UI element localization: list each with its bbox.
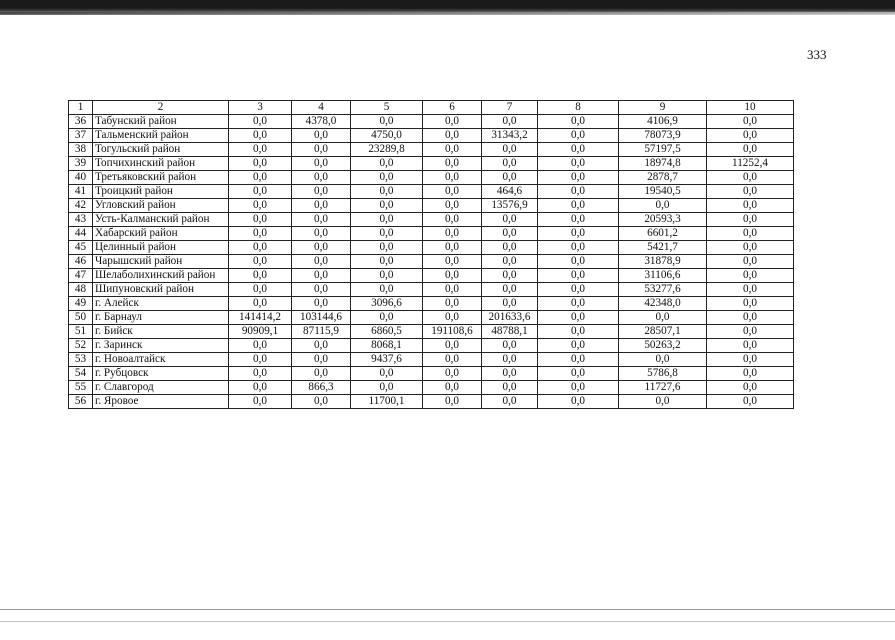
value-cell-col-9: 11727,6 [619, 381, 707, 395]
value-cell-col-9: 53277,6 [619, 283, 707, 297]
value-cell-col-8: 0,0 [538, 339, 619, 353]
value-cell-col-7: 0,0 [482, 157, 538, 171]
value-cell-col-10: 0,0 [707, 367, 794, 381]
value-cell-col-5: 0,0 [351, 157, 423, 171]
value-cell-col-8: 0,0 [538, 311, 619, 325]
value-cell-col-8: 0,0 [538, 353, 619, 367]
value-cell-col-8: 0,0 [538, 171, 619, 185]
value-cell-col-6: 0,0 [423, 185, 482, 199]
value-cell-col-5: 9437,6 [351, 353, 423, 367]
value-cell-col-10: 0,0 [707, 269, 794, 283]
table-row [69, 353, 794, 367]
value-cell-col-8: 0,0 [538, 199, 619, 213]
row-number-cell: 49 [69, 297, 93, 311]
value-cell-col-9: 4106,9 [619, 115, 707, 129]
value-cell-col-6: 0,0 [423, 213, 482, 227]
table-row [69, 325, 794, 339]
table-row [69, 129, 794, 143]
value-cell-col-10: 0,0 [707, 353, 794, 367]
value-cell-col-7: 0,0 [482, 269, 538, 283]
value-cell-col-3: 141414,2 [229, 311, 292, 325]
value-cell-col-7: 48788,1 [482, 325, 538, 339]
value-cell-col-7: 0,0 [482, 143, 538, 157]
row-number-cell: 41 [69, 185, 93, 199]
value-cell-col-7: 201633,6 [482, 311, 538, 325]
table-row [69, 171, 794, 185]
value-cell-col-8: 0,0 [538, 157, 619, 171]
value-cell-col-4: 0,0 [292, 367, 351, 381]
value-cell-col-4: 0,0 [292, 157, 351, 171]
row-number-cell: 39 [69, 157, 93, 171]
value-cell-col-5: 4750,0 [351, 129, 423, 143]
value-cell-col-4: 0,0 [292, 255, 351, 269]
table-row [69, 339, 794, 353]
column-header-3: 3 [229, 101, 292, 115]
district-name-cell: Троицкий район [93, 185, 229, 199]
value-cell-col-3: 0,0 [229, 283, 292, 297]
table-row [69, 199, 794, 213]
value-cell-col-3: 0,0 [229, 185, 292, 199]
value-cell-col-4: 0,0 [292, 395, 351, 409]
district-name-cell: Третьяковский район [93, 171, 229, 185]
value-cell-col-10: 0,0 [707, 171, 794, 185]
value-cell-col-9: 57197,5 [619, 143, 707, 157]
row-number-cell: 43 [69, 213, 93, 227]
value-cell-col-9: 20593,3 [619, 213, 707, 227]
value-cell-col-4: 103144,6 [292, 311, 351, 325]
value-cell-col-10: 0,0 [707, 227, 794, 241]
district-name-cell: Шелаболихинский район [93, 269, 229, 283]
row-number-cell: 56 [69, 395, 93, 409]
value-cell-col-5: 0,0 [351, 227, 423, 241]
value-cell-col-10: 0,0 [707, 339, 794, 353]
column-header-5: 5 [351, 101, 423, 115]
table-row [69, 185, 794, 199]
value-cell-col-10: 0,0 [707, 199, 794, 213]
column-header-9: 9 [619, 101, 707, 115]
row-number-cell: 42 [69, 199, 93, 213]
value-cell-col-9: 19540,5 [619, 185, 707, 199]
value-cell-col-8: 0,0 [538, 115, 619, 129]
district-name-cell: Чарышский район [93, 255, 229, 269]
value-cell-col-3: 0,0 [229, 381, 292, 395]
value-cell-col-3: 0,0 [229, 213, 292, 227]
value-cell-col-5: 0,0 [351, 241, 423, 255]
value-cell-col-9: 0,0 [619, 353, 707, 367]
value-cell-col-8: 0,0 [538, 381, 619, 395]
row-number-cell: 37 [69, 129, 93, 143]
value-cell-col-3: 0,0 [229, 353, 292, 367]
table-row [69, 255, 794, 269]
value-cell-col-8: 0,0 [538, 325, 619, 339]
value-cell-col-4: 87115,9 [292, 325, 351, 339]
value-cell-col-7: 0,0 [482, 241, 538, 255]
row-number-cell: 53 [69, 353, 93, 367]
value-cell-col-8: 0,0 [538, 143, 619, 157]
table-row [69, 143, 794, 157]
table-row [69, 283, 794, 297]
value-cell-col-4: 866,3 [292, 381, 351, 395]
column-header-4: 4 [292, 101, 351, 115]
scan-top-edge [0, 12, 895, 15]
district-name-cell: г. Рубцовск [93, 367, 229, 381]
value-cell-col-10: 11252,4 [707, 157, 794, 171]
value-cell-col-7: 13576,9 [482, 199, 538, 213]
value-cell-col-5: 3096,6 [351, 297, 423, 311]
value-cell-col-3: 0,0 [229, 115, 292, 129]
row-number-cell: 38 [69, 143, 93, 157]
value-cell-col-8: 0,0 [538, 213, 619, 227]
value-cell-col-9: 18974,8 [619, 157, 707, 171]
column-header-8: 8 [538, 101, 619, 115]
value-cell-col-3: 0,0 [229, 171, 292, 185]
value-cell-col-4: 0,0 [292, 129, 351, 143]
value-cell-col-7: 0,0 [482, 297, 538, 311]
value-cell-col-5: 0,0 [351, 213, 423, 227]
value-cell-col-3: 0,0 [229, 199, 292, 213]
value-cell-col-6: 0,0 [423, 339, 482, 353]
value-cell-col-9: 2878,7 [619, 171, 707, 185]
value-cell-col-7: 0,0 [482, 339, 538, 353]
value-cell-col-4: 0,0 [292, 227, 351, 241]
value-cell-col-6: 191108,6 [423, 325, 482, 339]
value-cell-col-6: 0,0 [423, 381, 482, 395]
value-cell-col-5: 0,0 [351, 381, 423, 395]
value-cell-col-9: 31878,9 [619, 255, 707, 269]
value-cell-col-8: 0,0 [538, 297, 619, 311]
value-cell-col-4: 0,0 [292, 241, 351, 255]
district-name-cell: г. Барнаул [93, 311, 229, 325]
value-cell-col-3: 0,0 [229, 129, 292, 143]
value-cell-col-4: 0,0 [292, 199, 351, 213]
value-cell-col-3: 0,0 [229, 227, 292, 241]
value-cell-col-5: 0,0 [351, 255, 423, 269]
value-cell-col-7: 0,0 [482, 115, 538, 129]
value-cell-col-10: 0,0 [707, 325, 794, 339]
value-cell-col-3: 0,0 [229, 143, 292, 157]
value-cell-col-8: 0,0 [538, 395, 619, 409]
value-cell-col-6: 0,0 [423, 129, 482, 143]
value-cell-col-6: 0,0 [423, 143, 482, 157]
page-number: 333 [807, 47, 827, 62]
value-cell-col-5: 0,0 [351, 269, 423, 283]
row-number-cell: 54 [69, 367, 93, 381]
row-number-cell: 45 [69, 241, 93, 255]
header-row [69, 101, 794, 115]
column-header-6: 6 [423, 101, 482, 115]
value-cell-col-9: 0,0 [619, 199, 707, 213]
value-cell-col-6: 0,0 [423, 353, 482, 367]
value-cell-col-8: 0,0 [538, 269, 619, 283]
value-cell-col-5: 0,0 [351, 171, 423, 185]
value-cell-col-8: 0,0 [538, 283, 619, 297]
value-cell-col-8: 0,0 [538, 241, 619, 255]
row-number-cell: 50 [69, 311, 93, 325]
value-cell-col-7: 0,0 [482, 283, 538, 297]
value-cell-col-5: 0,0 [351, 185, 423, 199]
value-cell-col-6: 0,0 [423, 269, 482, 283]
value-cell-col-10: 0,0 [707, 283, 794, 297]
district-name-cell: Целинный район [93, 241, 229, 255]
column-header-2: 2 [93, 101, 229, 115]
value-cell-col-9: 0,0 [619, 311, 707, 325]
value-cell-col-3: 90909,1 [229, 325, 292, 339]
value-cell-col-6: 0,0 [423, 241, 482, 255]
column-header-10: 10 [707, 101, 794, 115]
district-name-cell: Тальменский район [93, 129, 229, 143]
value-cell-col-3: 0,0 [229, 241, 292, 255]
value-cell-col-9: 31106,6 [619, 269, 707, 283]
table-row [69, 227, 794, 241]
value-cell-col-6: 0,0 [423, 171, 482, 185]
value-cell-col-4: 0,0 [292, 143, 351, 157]
table-row [69, 115, 794, 129]
row-number-cell: 44 [69, 227, 93, 241]
value-cell-col-4: 0,0 [292, 269, 351, 283]
table-row [69, 269, 794, 283]
value-cell-col-4: 0,0 [292, 297, 351, 311]
district-name-cell: Усть-Калманский район [93, 213, 229, 227]
value-cell-col-10: 0,0 [707, 213, 794, 227]
column-header-7: 7 [482, 101, 538, 115]
value-cell-col-10: 0,0 [707, 115, 794, 129]
value-cell-col-3: 0,0 [229, 297, 292, 311]
value-cell-col-10: 0,0 [707, 255, 794, 269]
district-name-cell: г. Славгород [93, 381, 229, 395]
value-cell-col-6: 0,0 [423, 297, 482, 311]
district-name-cell: г. Алейск [93, 297, 229, 311]
table-row [69, 213, 794, 227]
row-number-cell: 47 [69, 269, 93, 283]
value-cell-col-9: 28507,1 [619, 325, 707, 339]
row-number-cell: 46 [69, 255, 93, 269]
value-cell-col-4: 0,0 [292, 213, 351, 227]
value-cell-col-5: 23289,8 [351, 143, 423, 157]
table-body [69, 115, 794, 409]
value-cell-col-4: 0,0 [292, 353, 351, 367]
district-name-cell: г. Новоалтайск [93, 353, 229, 367]
value-cell-col-5: 6860,5 [351, 325, 423, 339]
table-row [69, 367, 794, 381]
value-cell-col-4: 0,0 [292, 339, 351, 353]
value-cell-col-7: 0,0 [482, 367, 538, 381]
table-row [69, 395, 794, 409]
value-cell-col-3: 0,0 [229, 367, 292, 381]
table-row [69, 241, 794, 255]
scan-bottom-line [0, 609, 895, 610]
row-number-cell: 36 [69, 115, 93, 129]
district-name-cell: Тогульский район [93, 143, 229, 157]
value-cell-col-9: 78073,9 [619, 129, 707, 143]
value-cell-col-7: 0,0 [482, 227, 538, 241]
value-cell-col-5: 0,0 [351, 367, 423, 381]
district-name-cell: г. Яровое [93, 395, 229, 409]
row-number-cell: 55 [69, 381, 93, 395]
value-cell-col-5: 0,0 [351, 115, 423, 129]
value-cell-col-9: 50263,2 [619, 339, 707, 353]
row-number-cell: 52 [69, 339, 93, 353]
row-number-cell: 48 [69, 283, 93, 297]
value-cell-col-5: 0,0 [351, 199, 423, 213]
value-cell-col-6: 0,0 [423, 311, 482, 325]
value-cell-col-7: 0,0 [482, 381, 538, 395]
column-header-1: 1 [69, 101, 93, 115]
value-cell-col-4: 4378,0 [292, 115, 351, 129]
table-row [69, 297, 794, 311]
table-row [69, 311, 794, 325]
value-cell-col-9: 6601,2 [619, 227, 707, 241]
value-cell-col-9: 42348,0 [619, 297, 707, 311]
value-cell-col-6: 0,0 [423, 115, 482, 129]
value-cell-col-9: 0,0 [619, 395, 707, 409]
value-cell-col-6: 0,0 [423, 227, 482, 241]
value-cell-col-6: 0,0 [423, 395, 482, 409]
value-cell-col-7: 0,0 [482, 171, 538, 185]
district-name-cell: Табунский район [93, 115, 229, 129]
value-cell-col-10: 0,0 [707, 311, 794, 325]
value-cell-col-10: 0,0 [707, 241, 794, 255]
row-number-cell: 40 [69, 171, 93, 185]
value-cell-col-5: 11700,1 [351, 395, 423, 409]
value-cell-col-8: 0,0 [538, 185, 619, 199]
district-name-cell: г. Заринск [93, 339, 229, 353]
value-cell-col-4: 0,0 [292, 185, 351, 199]
value-cell-col-8: 0,0 [538, 227, 619, 241]
table-header [69, 101, 794, 115]
value-cell-col-5: 0,0 [351, 283, 423, 297]
value-cell-col-3: 0,0 [229, 339, 292, 353]
value-cell-col-5: 8068,1 [351, 339, 423, 353]
value-cell-col-5: 0,0 [351, 311, 423, 325]
data-table [68, 100, 794, 409]
value-cell-col-3: 0,0 [229, 269, 292, 283]
value-cell-col-10: 0,0 [707, 395, 794, 409]
value-cell-col-6: 0,0 [423, 283, 482, 297]
value-cell-col-3: 0,0 [229, 255, 292, 269]
scan-bottom-line-secondary [0, 621, 895, 622]
value-cell-col-10: 0,0 [707, 381, 794, 395]
value-cell-col-7: 464,6 [482, 185, 538, 199]
value-cell-col-10: 0,0 [707, 143, 794, 157]
value-cell-col-8: 0,0 [538, 129, 619, 143]
district-name-cell: Угловский район [93, 199, 229, 213]
value-cell-col-10: 0,0 [707, 185, 794, 199]
table-row [69, 157, 794, 171]
district-name-cell: Шипуновский район [93, 283, 229, 297]
value-cell-col-7: 0,0 [482, 213, 538, 227]
value-cell-col-8: 0,0 [538, 255, 619, 269]
district-name-cell: Хабарский район [93, 227, 229, 241]
value-cell-col-8: 0,0 [538, 367, 619, 381]
row-number-cell: 51 [69, 325, 93, 339]
district-name-cell: Топчихинский район [93, 157, 229, 171]
value-cell-col-3: 0,0 [229, 395, 292, 409]
value-cell-col-7: 0,0 [482, 395, 538, 409]
value-cell-col-6: 0,0 [423, 199, 482, 213]
value-cell-col-4: 0,0 [292, 171, 351, 185]
table-row [69, 381, 794, 395]
value-cell-col-10: 0,0 [707, 297, 794, 311]
value-cell-col-7: 0,0 [482, 255, 538, 269]
district-name-cell: г. Бийск [93, 325, 229, 339]
value-cell-col-9: 5421,7 [619, 241, 707, 255]
value-cell-col-3: 0,0 [229, 157, 292, 171]
value-cell-col-10: 0,0 [707, 129, 794, 143]
value-cell-col-6: 0,0 [423, 157, 482, 171]
value-cell-col-9: 5786,8 [619, 367, 707, 381]
value-cell-col-6: 0,0 [423, 367, 482, 381]
value-cell-col-4: 0,0 [292, 283, 351, 297]
value-cell-col-7: 31343,2 [482, 129, 538, 143]
value-cell-col-6: 0,0 [423, 255, 482, 269]
value-cell-col-7: 0,0 [482, 353, 538, 367]
